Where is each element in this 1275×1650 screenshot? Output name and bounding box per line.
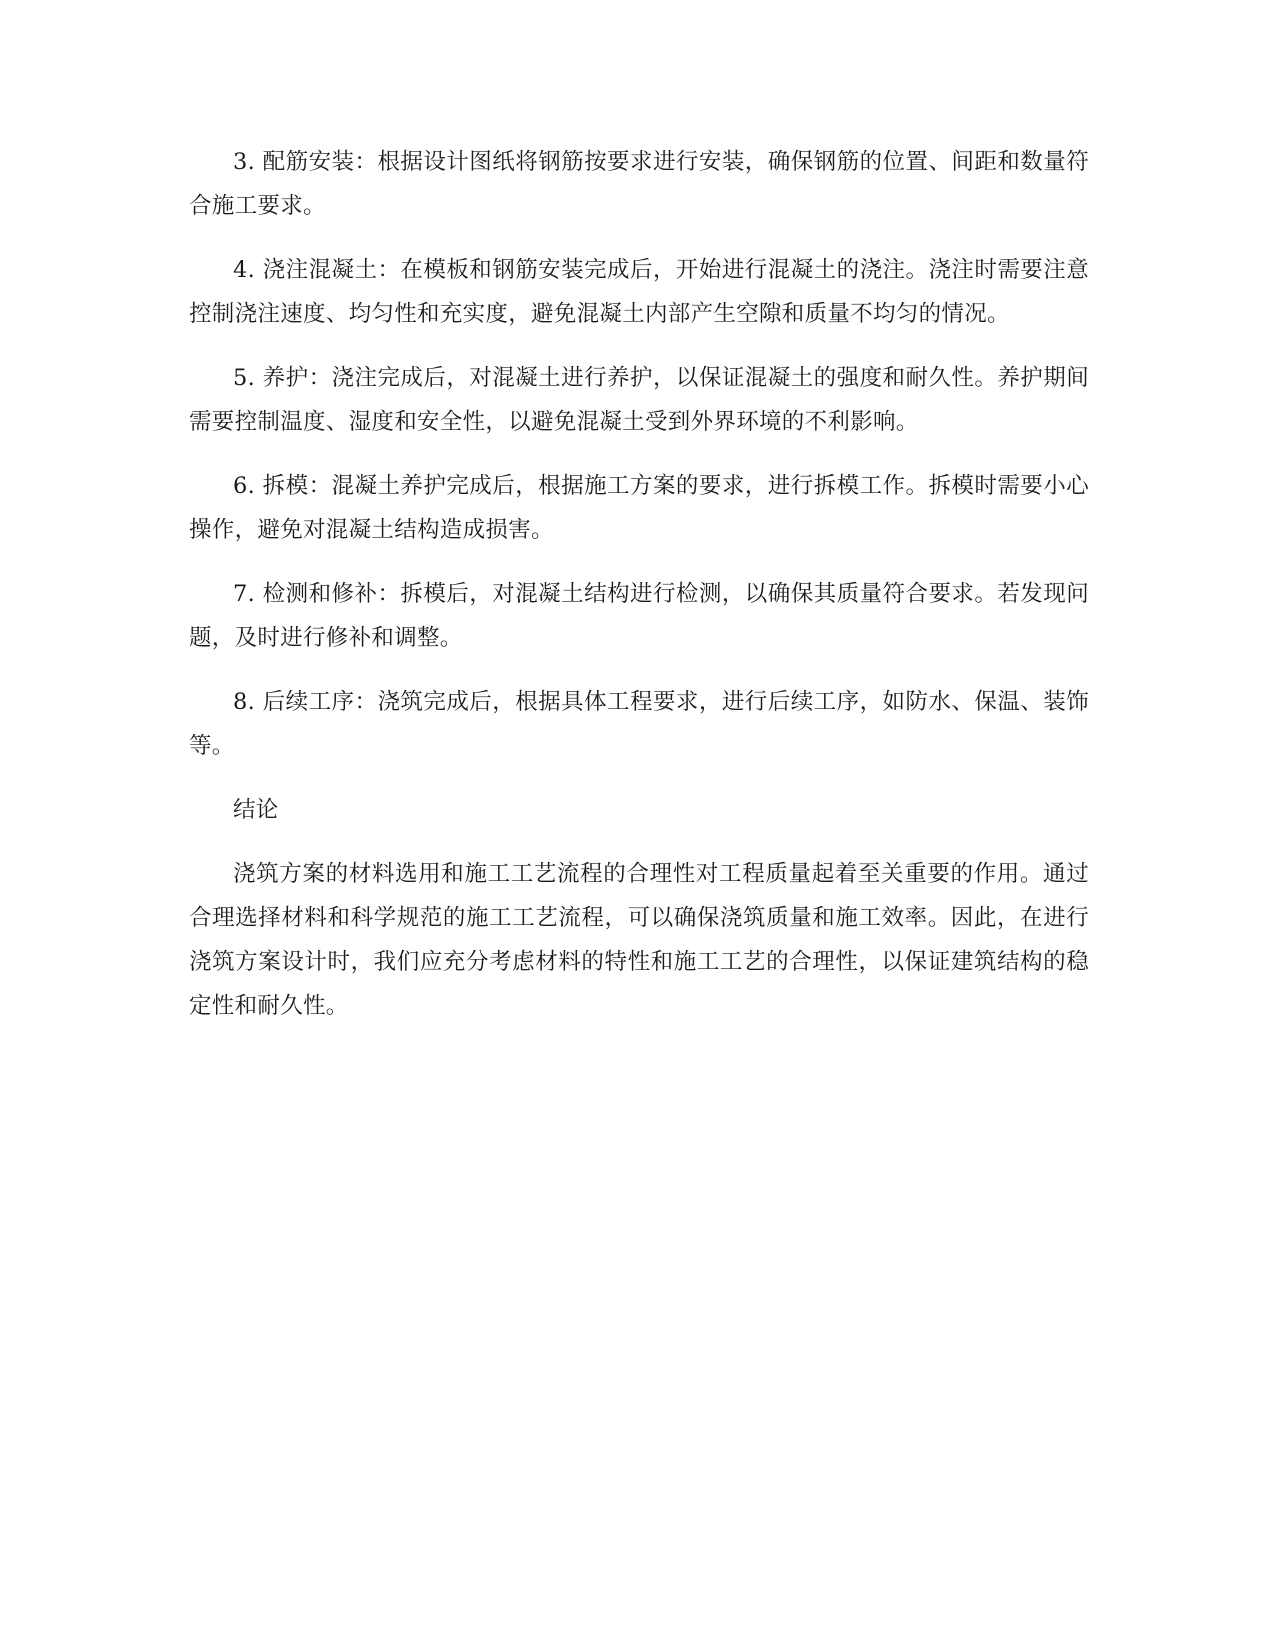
conclusion-heading: 结论: [233, 797, 279, 823]
step-5-paragraph: 5. 养护：浇注完成后，对混凝土进行养护，以保证混凝土的强度和耐久性。养护期间需要控制温度、湿度和安全性，以避免混凝土受到外界环境的不利影响。: [189, 365, 1089, 435]
step-4-paragraph: 4. 浇注混凝土：在模板和钢筋安装完成后，开始进行混凝土的浇注。浇注时需要注意控制浇注速度、均匀性和充实度，避免混凝土内部产生空隙和质量不均匀的情况。: [189, 257, 1089, 327]
step-6-paragraph: 6. 拆模：混凝土养护完成后，根据施工方案的要求，进行拆模工作。拆模时需要小心操作，避免对混凝土结构造成损害。: [189, 473, 1089, 543]
document-body: [189, 140, 1089, 1048]
step-8-paragraph: 8. 后续工序：浇筑完成后，根据具体工程要求，进行后续工序，如防水、保温、装饰等。: [189, 689, 1089, 759]
conclusion-paragraph: 浇筑方案的材料选用和施工工艺流程的合理性对工程质量起着至关重要的作用。通过合理选择材料和科学规范的施工工艺流程，可以确保浇筑质量和施工效率。因此，在进行浇筑方案设计时，我们应充分考虑材料的特性和施工工艺的合理性，以保证建筑结构的稳定性和耐久性。: [189, 861, 1089, 1019]
step-3-paragraph: 3. 配筋安装：根据设计图纸将钢筋按要求进行安装，确保钢筋的位置、间距和数量符合施工要求。: [189, 149, 1089, 219]
step-7-paragraph: 7. 检测和修补：拆模后，对混凝土结构进行检测，以确保其质量符合要求。若发现问题，及时进行修补和调整。: [189, 581, 1089, 651]
